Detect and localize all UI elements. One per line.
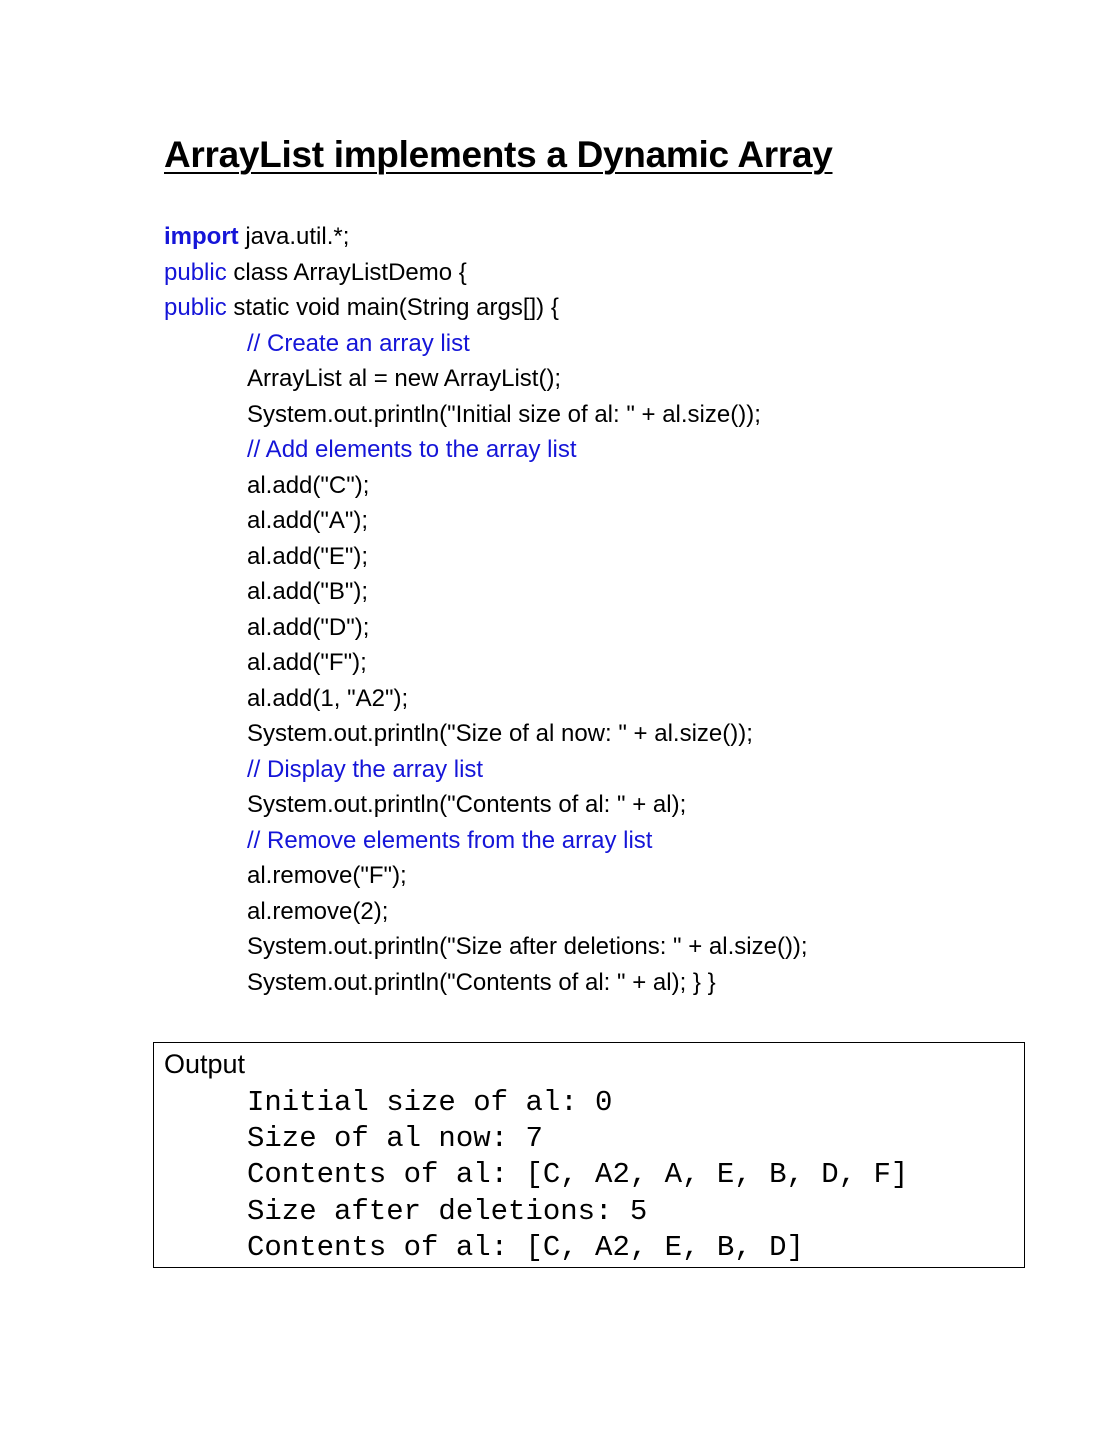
code-line-main [164,290,1064,326]
code-line: al.add("A"); [247,507,369,534]
output-line: Contents of al: [C, A2, A, E, B, D, F] [247,1158,909,1192]
code-line: al.add("C"); [247,471,370,499]
code-line: al.remove("F"); [247,862,407,889]
code-line: al.add("B"); [247,578,369,605]
output-line: Size after deletions: 5 [247,1194,648,1228]
keyword-public: public [164,258,227,286]
output-line: Initial size of al: 0 [247,1086,613,1119]
code-line: System.out.println("Contents of al: " + al); } } [247,968,716,996]
output-label: Output [164,1049,246,1079]
output-line: Size of al now: 7 [247,1122,543,1156]
code-line: System.out.println("Contents of al: " + al); [247,791,687,818]
code-line: al.add("E"); [247,542,369,570]
code-line: System.out.println("Initial size of al: " + al.size()); [247,400,761,428]
code-line: System.out.println("Size of al now: " + al.size()); [247,720,753,747]
output-panel [153,1042,1025,1268]
code-line: al.remove(2); [247,897,389,925]
code-block [164,219,1064,1000]
code-comment: // Remove elements from the array list [247,826,653,854]
code-line: al.add("F"); [247,649,367,676]
code-comment: // Add elements to the array list [247,436,577,463]
output-lines [247,1085,908,1266]
code-comment: // Display the array list [247,755,484,783]
page-title: ArrayList implements a Dynamic Array [164,134,833,175]
code-text: class ArrayListDemo { [226,258,467,286]
output-line: Contents of al: [C, A2, E, B, D] [247,1230,804,1264]
code-text: java.util.*; [238,223,350,250]
code-text: static void main(String args[]) { [226,294,559,321]
code-line-class [164,255,1064,291]
code-line: al.add(1, "A2"); [247,684,409,712]
code-line-import [164,219,1064,255]
code-comment: // Create an array list [247,329,470,357]
code-line: System.out.println("Size after deletions: " + al.size()); [247,933,808,960]
code-line: al.add("D"); [247,613,370,641]
keyword-import: import [164,223,239,250]
code-line: ArrayList al = new ArrayList(); [247,365,562,392]
keyword-public: public [164,294,227,321]
